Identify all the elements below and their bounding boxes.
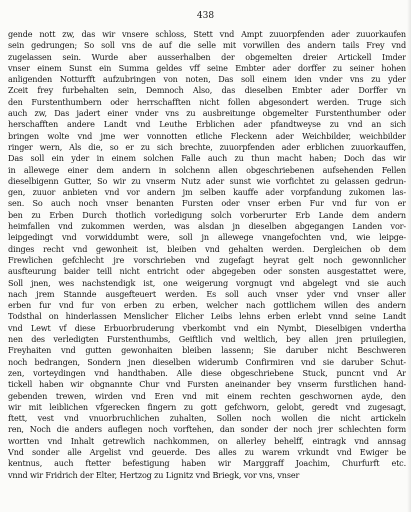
text-line: ben zu Erben Durch thotlich vorledigung solch vorberurter Erb Lande dem andern bbox=[8, 209, 406, 220]
text-line: erben fur vnd fur von erben zu erben, welcher nach gottlichem willen des andern bbox=[8, 300, 406, 311]
text-line: zen, vorteydingen vnd handthaben. Alle diese obgeschriebene Stuck, puncnt vnd Ar bbox=[8, 367, 406, 378]
text-line: ren, Noch die anders auflegen noch vorftehen, dan sonder der noch jrer schlechten form bbox=[8, 424, 406, 435]
text-line: Zceit frey furbehalten sein, Demnoch Also, das dieselben Embter ader Dorffer vn bbox=[8, 85, 406, 96]
text-line: ausfteurung baider teill nicht entricht oder abgegeben oder sonsten ausgestattet were, bbox=[8, 266, 406, 277]
text-line: gende nott zw, das wir vnsere schloss, Stett vnd Ampt zuuorpfenden ader zuuorkaufen bbox=[8, 29, 406, 39]
text-line: tickell haben wir obgnannte Chur vnd Fursten aneinander bey vnserm furstlichen hand- bbox=[8, 379, 406, 390]
text-line: bringen wolte vnd jme wer vonnotten etliche Fleckenn ader Weichbilder, weichbilder bbox=[8, 130, 406, 141]
text-line: sen. So auch noch vnser benanten Fursten oder vnser erben Fur vnd fur von er bbox=[8, 198, 406, 209]
body-text bbox=[8, 29, 406, 481]
text-line: herschafften andere Landt vnd Leuthe Erblichen ader pfandtweyse zu vnd an sich bbox=[8, 119, 406, 130]
text-line: Todsthal on hinderlassen Menslicher Elicher Leibs lehns erben erlebt vnnd seine Landt bbox=[8, 311, 406, 322]
text-line: vnser einem Sunst ein Summa geldes vff seine Embter ader dorffer zu seiner hohen bbox=[8, 62, 406, 73]
text-line: sein gedrungen; So soll vns de auf die selle mit vorwillen des andern tails Frey vnd bbox=[8, 40, 406, 51]
text-line: dieselbigenn Gutter, So wir zu vnserm Nutz ader sunst wie vorfichtet zu gelassen gedrun- bbox=[8, 175, 406, 186]
page-number: 438 bbox=[196, 11, 215, 21]
text-line: wir mit leiblichen vfgerecken fingern zu gott gefchworn, gelobt, geredt vnd zugesagt, bbox=[8, 401, 406, 412]
text-line: vnnd wir Fridrich der Elter, Hertzog zu Lignitz vnd Briegk, vor vns, vnser bbox=[8, 469, 300, 480]
text-line: dinges recht vnd gewonheit ist, bleiben vnd gehalten werden. Dergleichen ob dem bbox=[8, 243, 406, 254]
text-line: den Furstenthumbern oder herrschafften nicht follen abgesondert werden. Truge sich bbox=[8, 96, 406, 107]
text-line: zugelassen sein. Wurde aber ausserhalben der obgemelten dreier Artickell Imder bbox=[8, 51, 406, 62]
page-edge bbox=[407, 0, 411, 512]
text-line: Das soll ein yder in einem solchen Falle auch zu thun macht haben; Doch das wir bbox=[8, 153, 406, 164]
text-line: wortten vnd Inhalt getrewlich nachkommen, on allerley behelff, eintragk vnd annsag bbox=[8, 435, 406, 446]
text-line: nen des verledigten Furstenthumbs, Geiftlich vnd weltlich, bey allen jren priuilegien, bbox=[8, 334, 406, 345]
text-line: ftett, vest vnd vnuorbruchlichen zuhalten, Sollen noch wollen die nicht artickeln bbox=[8, 413, 406, 424]
text-line: ringer wern, Als die, so er zu sich brechte, zuuorpfenden ader erblichen zuuorkauffen, bbox=[8, 141, 406, 152]
text-line: vnd Lewt vf diese Erbuorbruderung vberkombt vnd ein Nymbt, Dieselbigen vndertha bbox=[8, 322, 406, 333]
text-line: Frewlichen gefchlecht jre vorschrieben vnd zugefagt heyrat gelt noch gewonnlicher bbox=[8, 254, 406, 265]
text-line: anligenden Notturfft aufzubringen von noten, Das soll einem iden vnder vns zu yder bbox=[8, 74, 406, 85]
text-line: in allewege einer dem andern in solchenn allen obgeschriebenen aufsehenden Fellen bbox=[8, 164, 406, 175]
text-line: kentnus, auch ftetter befestigung haben wir Marggraff Joachim, Churfurft etc. bbox=[8, 458, 406, 469]
text-line: noch bedrangen, Sondern jnen dieselben widerumb Confirmiren vnd sie daruber Schut- bbox=[8, 356, 406, 367]
text-line: auch zw, Das jadert einer vnder vns zu ausbreitunge obgemelter Furstenthumber oder bbox=[8, 108, 406, 119]
text-line: Freyhaiten vnd gutten gewonhaiten bleiben lassenn; Sie daruber nicht Beschweren bbox=[8, 345, 406, 356]
text-line: Vnd sonder alle Argelist vnd geuerde. Des alles zu warem vrkundt vnd Ewiger be bbox=[8, 446, 406, 457]
text-line: nach jrem Stannde ausgefteuert werden. Es soll auch vnser yder vnd vnser aller bbox=[8, 288, 406, 299]
text-line: gen, zuuor anbieten vnd vor andern jm selben kauffe ader vorpfandung zukomen las- bbox=[8, 187, 406, 198]
text-line: leipgedingt vnd vorwiddumbt were, soll jn allewege vnangefochten vnd, wie leipge- bbox=[8, 232, 406, 243]
text-line: heimfallen vnd zukommen werden, was alsdan jn dieselben abgegangen Landen vor- bbox=[8, 221, 406, 232]
text-line: Soll jnen, wes nachstendigk ist, one weigerung vorgnugt vnd abgelegt vnd sie auch bbox=[8, 277, 406, 288]
text-line: gebenden trewen, wirden vnd Eren vnd mit einem rechten geschwornen ayde, den bbox=[8, 390, 406, 401]
